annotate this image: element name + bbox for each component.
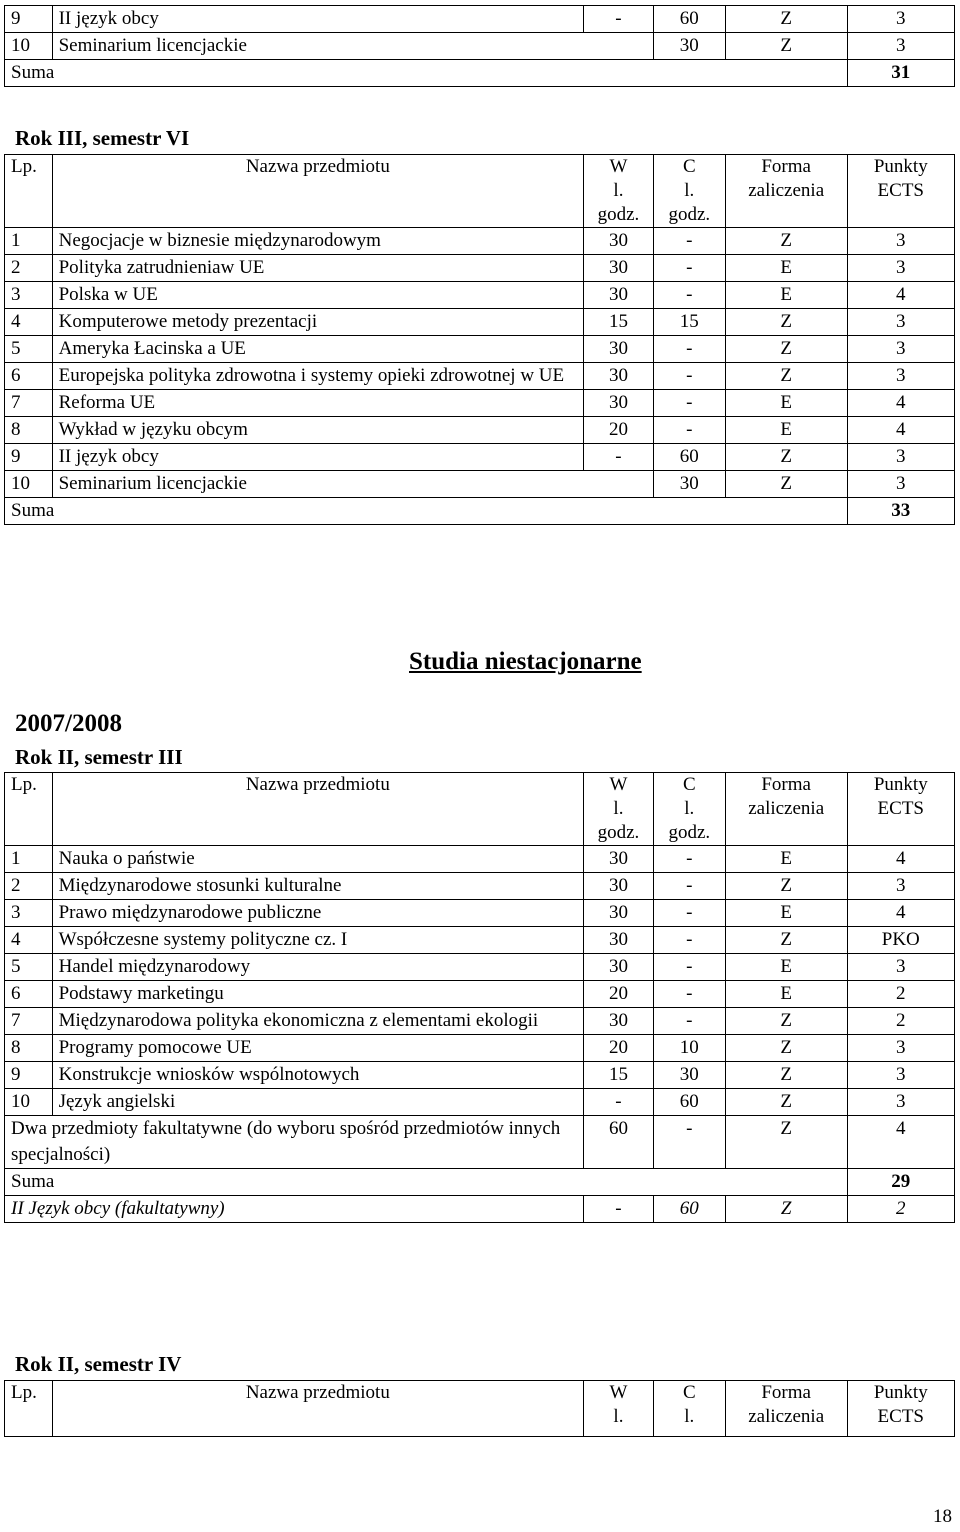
ects-cell: 3	[847, 471, 954, 498]
lp-cell: 10	[5, 1089, 53, 1116]
section-title-sem4: Rok II, semestr IV	[15, 1352, 182, 1376]
table-row	[5, 309, 955, 336]
sum-value: 29	[847, 1169, 954, 1196]
assessment-cell: Z	[725, 309, 847, 336]
subject-cell: Seminarium licencjackie	[52, 33, 653, 60]
exercise-hours-cell: -	[653, 846, 725, 873]
subject-cell: Prawo międzynarodowe publiczne	[52, 900, 583, 927]
sum-label: Suma	[5, 498, 848, 525]
ects-cell: 3	[847, 228, 954, 255]
sum-row	[5, 60, 955, 87]
table-row	[5, 954, 955, 981]
assessment-cell: E	[725, 282, 847, 309]
assessment-cell: Z	[725, 33, 847, 60]
lp-cell: 9	[5, 1062, 53, 1089]
lecture-hours-cell: 30	[584, 363, 654, 390]
niestacjonarne-title: Studia niestacjonarne	[409, 648, 642, 675]
exercise-hours-cell: -	[653, 255, 725, 282]
header-row	[5, 155, 955, 228]
table-row	[5, 282, 955, 309]
assessment-cell: E	[725, 255, 847, 282]
assessment-cell: E	[725, 417, 847, 444]
section-title-sem3: Rok II, semestr III	[15, 745, 183, 769]
header-row	[5, 773, 955, 846]
exercise-hours-cell: -	[653, 873, 725, 900]
lecture-hours-cell: 30	[584, 336, 654, 363]
header-c: C l. godz.	[653, 773, 725, 846]
ects-cell: 3	[847, 309, 954, 336]
ects-cell: 2	[847, 981, 954, 1008]
section-title-sem6: Rok III, semestr VI	[15, 126, 190, 150]
header-name: Nazwa przedmiotu	[52, 773, 583, 846]
exercise-hours-cell: -	[653, 954, 725, 981]
ects-cell: 4	[847, 900, 954, 927]
assessment-cell: Z	[725, 873, 847, 900]
table-row	[5, 363, 955, 390]
header-forma: Forma zaliczenia	[725, 155, 847, 228]
table-row	[5, 1062, 955, 1089]
header-row	[5, 1381, 955, 1437]
header-w: W l. godz.	[584, 773, 654, 846]
ects-cell: PKO	[847, 927, 954, 954]
exercise-hours-cell: 60	[653, 1196, 725, 1223]
lp-cell: 3	[5, 282, 53, 309]
lp-cell: 1	[5, 228, 53, 255]
ects-cell: 3	[847, 1062, 954, 1089]
subject-cell: Dwa przedmioty fakultatywne (do wyboru spośród przedmiotów innych specjalności)	[5, 1116, 584, 1169]
header-c: C l. godz.	[653, 155, 725, 228]
optional-language-row	[5, 1196, 955, 1223]
exercise-hours-cell: 60	[653, 1089, 725, 1116]
exercise-hours-cell: -	[653, 336, 725, 363]
exercise-hours-cell: -	[653, 927, 725, 954]
exercise-hours-cell: -	[653, 417, 725, 444]
lp-cell: 6	[5, 981, 53, 1008]
sem2-tail-table	[4, 5, 955, 87]
subject-cell: II język obcy	[52, 6, 583, 33]
subject-cell: Europejska polityka zdrowotna i systemy opieki zdrowotnej w UE	[52, 363, 583, 390]
table-row	[5, 1089, 955, 1116]
sum-row	[5, 1169, 955, 1196]
table-row	[5, 6, 955, 33]
ects-cell: 4	[847, 846, 954, 873]
lecture-hours-cell: 30	[584, 1008, 654, 1035]
exercise-hours-cell: -	[653, 981, 725, 1008]
assessment-cell: Z	[725, 1089, 847, 1116]
ects-cell: 3	[847, 954, 954, 981]
table-row	[5, 471, 955, 498]
exercise-hours-cell: -	[653, 363, 725, 390]
sem4-table	[4, 1380, 955, 1437]
subject-cell: Nauka o państwie	[52, 846, 583, 873]
subject-cell: Współczesne systemy polityczne cz. I	[52, 927, 583, 954]
lecture-hours-cell: 30	[584, 954, 654, 981]
lecture-hours-cell: 30	[584, 927, 654, 954]
lecture-hours-cell: 60	[584, 1116, 654, 1169]
sum-value: 31	[847, 60, 954, 87]
lp-cell: 7	[5, 1008, 53, 1035]
table-row	[5, 390, 955, 417]
assessment-cell: Z	[725, 1035, 847, 1062]
lp-cell: 2	[5, 873, 53, 900]
ects-cell: 4	[847, 417, 954, 444]
subject-cell: Programy pomocowe UE	[52, 1035, 583, 1062]
ects-cell: 4	[847, 1116, 954, 1169]
assessment-cell: Z	[725, 444, 847, 471]
lecture-hours-cell: 20	[584, 1035, 654, 1062]
lp-cell: 9	[5, 6, 53, 33]
subject-cell: Podstawy marketingu	[52, 981, 583, 1008]
lecture-hours-cell: -	[584, 1196, 654, 1223]
ects-cell: 2	[847, 1008, 954, 1035]
header-ects: Punkty ECTS	[847, 773, 954, 846]
table-row	[5, 255, 955, 282]
table-row	[5, 1008, 955, 1035]
table-row	[5, 417, 955, 444]
header-w: W l. godz.	[584, 155, 654, 228]
assessment-cell: Z	[725, 1008, 847, 1035]
header-ects: Punkty ECTS	[847, 1381, 954, 1437]
ects-cell: 3	[847, 873, 954, 900]
table-row	[5, 846, 955, 873]
sum-value: 33	[847, 498, 954, 525]
lp-cell: 10	[5, 471, 53, 498]
header-lp: Lp.	[5, 155, 53, 228]
assessment-cell: Z	[725, 228, 847, 255]
exercise-hours-cell: 30	[653, 33, 725, 60]
sum-label: Suma	[5, 60, 848, 87]
sem3-table	[4, 772, 955, 1223]
ects-cell: 2	[847, 1196, 954, 1223]
lp-cell: 5	[5, 336, 53, 363]
header-lp: Lp.	[5, 1381, 53, 1437]
assessment-cell: E	[725, 954, 847, 981]
lecture-hours-cell: 15	[584, 1062, 654, 1089]
table-row	[5, 33, 955, 60]
subject-cell: Międzynarodowe stosunki kulturalne	[52, 873, 583, 900]
lecture-hours-cell: 30	[584, 255, 654, 282]
lecture-hours-cell: 30	[584, 900, 654, 927]
sum-row	[5, 498, 955, 525]
subject-cell: Język angielski	[52, 1089, 583, 1116]
exercise-hours-cell: -	[653, 1008, 725, 1035]
lecture-hours-cell: 15	[584, 309, 654, 336]
assessment-cell: Z	[725, 6, 847, 33]
assessment-cell: Z	[725, 927, 847, 954]
elective-row	[5, 1116, 955, 1169]
ects-cell: 3	[847, 1035, 954, 1062]
assessment-cell: Z	[725, 1196, 847, 1223]
ects-cell: 3	[847, 1089, 954, 1116]
ects-cell: 3	[847, 363, 954, 390]
lp-cell: 1	[5, 846, 53, 873]
lp-cell: 3	[5, 900, 53, 927]
exercise-hours-cell: 30	[653, 471, 725, 498]
header-lp: Lp.	[5, 773, 53, 846]
lp-cell: 7	[5, 390, 53, 417]
sum-label: Suma	[5, 1169, 848, 1196]
exercise-hours-cell: 60	[653, 6, 725, 33]
subject-cell: Komputerowe metody prezentacji	[52, 309, 583, 336]
header-name: Nazwa przedmiotu	[52, 155, 583, 228]
table-row	[5, 444, 955, 471]
subject-cell: Seminarium licencjackie	[52, 471, 653, 498]
subject-cell: Polska w UE	[52, 282, 583, 309]
exercise-hours-cell: 15	[653, 309, 725, 336]
assessment-cell: Z	[725, 336, 847, 363]
ects-cell: 3	[847, 255, 954, 282]
ects-cell: 3	[847, 33, 954, 60]
assessment-cell: Z	[725, 471, 847, 498]
lecture-hours-cell: 30	[584, 873, 654, 900]
assessment-cell: Z	[725, 1116, 847, 1169]
subject-cell: Handel międzynarodowy	[52, 954, 583, 981]
assessment-cell: E	[725, 981, 847, 1008]
subject-cell: Negocjacje w biznesie międzynarodowym	[52, 228, 583, 255]
lp-cell: 2	[5, 255, 53, 282]
lecture-hours-cell: 20	[584, 981, 654, 1008]
exercise-hours-cell: -	[653, 900, 725, 927]
lecture-hours-cell: 30	[584, 228, 654, 255]
table-row	[5, 927, 955, 954]
subject-cell: II język obcy	[52, 444, 583, 471]
lp-cell: 5	[5, 954, 53, 981]
exercise-hours-cell: -	[653, 1116, 725, 1169]
ects-cell: 3	[847, 6, 954, 33]
header-forma: Forma zaliczenia	[725, 773, 847, 846]
lecture-hours-cell: -	[584, 6, 654, 33]
ects-cell: 3	[847, 444, 954, 471]
lp-cell: 6	[5, 363, 53, 390]
subject-cell: Reforma UE	[52, 390, 583, 417]
subject-cell: Wykład w języku obcym	[52, 417, 583, 444]
subject-cell: Międzynarodowa polityka ekonomiczna z elementami ekologii	[52, 1008, 583, 1035]
lp-cell: 4	[5, 309, 53, 336]
lecture-hours-cell: 30	[584, 846, 654, 873]
exercise-hours-cell: 60	[653, 444, 725, 471]
header-forma: Forma zaliczenia	[725, 1381, 847, 1437]
assessment-cell: E	[725, 390, 847, 417]
header-ects: Punkty ECTS	[847, 155, 954, 228]
ects-cell: 4	[847, 390, 954, 417]
lecture-hours-cell: -	[584, 444, 654, 471]
subject-cell: Konstrukcje wniosków wspólnotowych	[52, 1062, 583, 1089]
academic-year: 2007/2008	[15, 710, 122, 737]
table-row	[5, 336, 955, 363]
page-number: 18	[933, 1506, 952, 1527]
exercise-hours-cell: -	[653, 390, 725, 417]
table-row	[5, 900, 955, 927]
ects-cell: 3	[847, 336, 954, 363]
table-row	[5, 1035, 955, 1062]
header-c: C l.	[653, 1381, 725, 1437]
subject-cell: Ameryka Łacinska a UE	[52, 336, 583, 363]
table-row	[5, 228, 955, 255]
exercise-hours-cell: 10	[653, 1035, 725, 1062]
lp-cell: 9	[5, 444, 53, 471]
lecture-hours-cell: 30	[584, 390, 654, 417]
table-row	[5, 981, 955, 1008]
lp-cell: 4	[5, 927, 53, 954]
ects-cell: 4	[847, 282, 954, 309]
lecture-hours-cell: -	[584, 1089, 654, 1116]
assessment-cell: E	[725, 846, 847, 873]
subject-cell: II Język obcy (fakultatywny)	[5, 1196, 584, 1223]
lp-cell: 10	[5, 33, 53, 60]
subject-cell: Polityka zatrudnieniaw UE	[52, 255, 583, 282]
exercise-hours-cell: 30	[653, 1062, 725, 1089]
assessment-cell: E	[725, 900, 847, 927]
table-row	[5, 873, 955, 900]
assessment-cell: Z	[725, 363, 847, 390]
header-name: Nazwa przedmiotu	[52, 1381, 583, 1437]
assessment-cell: Z	[725, 1062, 847, 1089]
header-w: W l.	[584, 1381, 654, 1437]
exercise-hours-cell: -	[653, 228, 725, 255]
lp-cell: 8	[5, 417, 53, 444]
exercise-hours-cell: -	[653, 282, 725, 309]
lecture-hours-cell: 30	[584, 282, 654, 309]
lecture-hours-cell: 20	[584, 417, 654, 444]
sem6-table	[4, 154, 955, 525]
lp-cell: 8	[5, 1035, 53, 1062]
